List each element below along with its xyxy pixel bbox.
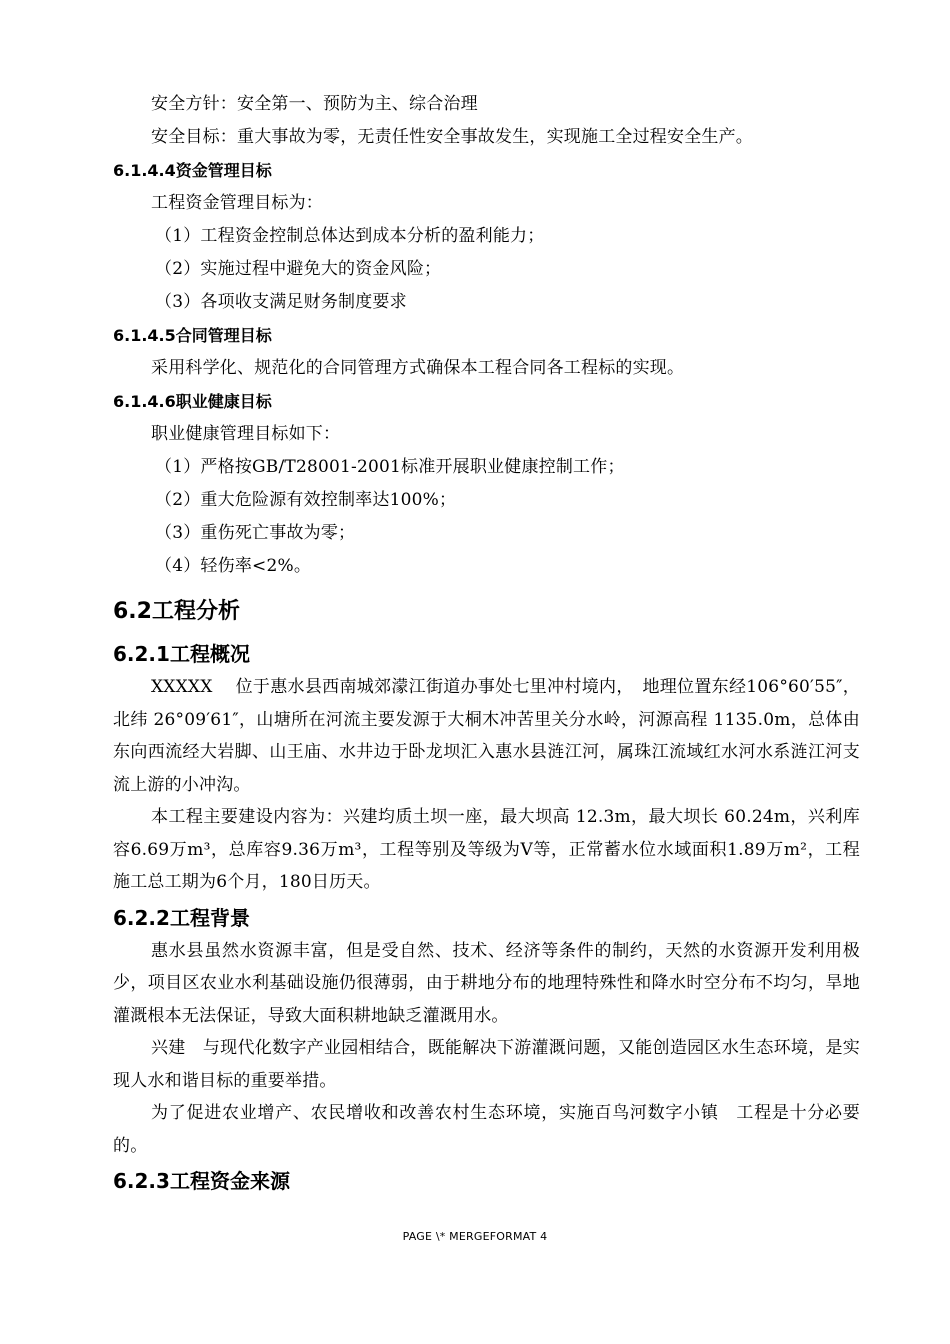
list-item: （1）严格按GB/T28001-2001标准开展职业健康控制工作； xyxy=(155,457,625,477)
page-footer: PAGE \* MERGEFORMAT 4 xyxy=(402,1230,548,1243)
document-page xyxy=(113,88,860,1198)
health-intro-text: 职业健康管理目标如下： xyxy=(151,424,341,444)
heading-6-1-4-6: 6.1.4.6职业健康目标 xyxy=(113,392,272,411)
heading-6-2-1: 6.2.1工程概况 xyxy=(113,642,250,666)
heading-6-1-4-5: 6.1.4.5合同管理目标 xyxy=(113,326,272,345)
background-paragraph-1: 惠水县虽然水资源丰富，但是受自然、技术、经济等条件的制约，天然的水资源开发利用极少，项目区农业水利基础设施仍很薄弱，由于耕地分布的地理特殊性和降水时空分布不均匀，旱地灌溉根本无法保证，导致大面积耕地缺乏灌溉用水。 xyxy=(113,940,860,1026)
safety-goal-text: 安全目标：重大事故为零，无责任性安全事故发生，实现施工全过程安全生产。 xyxy=(151,127,753,147)
background-paragraph-2: 兴建 与现代化数字产业园相结合，既能解决下游灌溉问题，又能创造园区水生态环境，是实现人水和谐目标的重要举措。 xyxy=(113,1038,860,1091)
heading-6-2-2: 6.2.2工程背景 xyxy=(113,905,250,930)
safety-policy-text: 安全方针：安全第一、预防为主、综合治理 xyxy=(151,94,478,114)
heading-6-1-4-4: 6.1.4.4资金管理目标 xyxy=(113,161,272,180)
list-item: （3）各项收支满足财务制度要求 xyxy=(155,292,407,312)
contract-goal-text: 采用科学化、规范化的合同管理方式确保本工程合同各工程标的实现。 xyxy=(151,358,685,378)
funds-intro-text: 工程资金管理目标为： xyxy=(151,193,323,213)
overview-paragraph-1: XXXXX 位于惠水县西南城郊濛江街道办事处七里冲村境内， 地理位置东经106°60′55″，北纬 26°09′61″，山塘所在河流主要发源于大桐木冲苦里关分水岭，河源高程 1135.0m，总体由东向西流经大岩脚、山王庙、水井边于卧龙坝汇入惠水县涟江河，属珠江流域红水河水系涟江河支流上游的小冲沟。 xyxy=(113,677,860,795)
list-item: （3）重伤死亡事故为零； xyxy=(155,523,356,543)
heading-6-2: 6.2工程分析 xyxy=(113,599,240,624)
background-paragraph-3: 为了促进农业增产、农民增收和改善农村生态环境，实施百鸟河数字小镇 工程是十分必要的。 xyxy=(113,1103,860,1156)
list-item: （1）工程资金控制总体达到成本分析的盈利能力； xyxy=(155,226,545,246)
overview-paragraph-2: 本工程主要建设内容为：兴建均质土坝一座，最大坝高 12.3m，最大坝长 60.24m，兴利库容6.69万m³，总库容9.36万m³，工程等别及等级为Ⅴ等，正常蓄水位水域面积1.89万m²，工程施工总工期为6个月，180日历天。 xyxy=(113,807,860,892)
list-item: （4）轻伤率<2%。 xyxy=(155,556,312,576)
heading-6-2-3: 6.2.3工程资金来源 xyxy=(113,1169,290,1193)
list-item: （2）实施过程中避免大的资金风险； xyxy=(155,259,442,279)
list-item: （2）重大危险源有效控制率达100%； xyxy=(155,490,457,510)
